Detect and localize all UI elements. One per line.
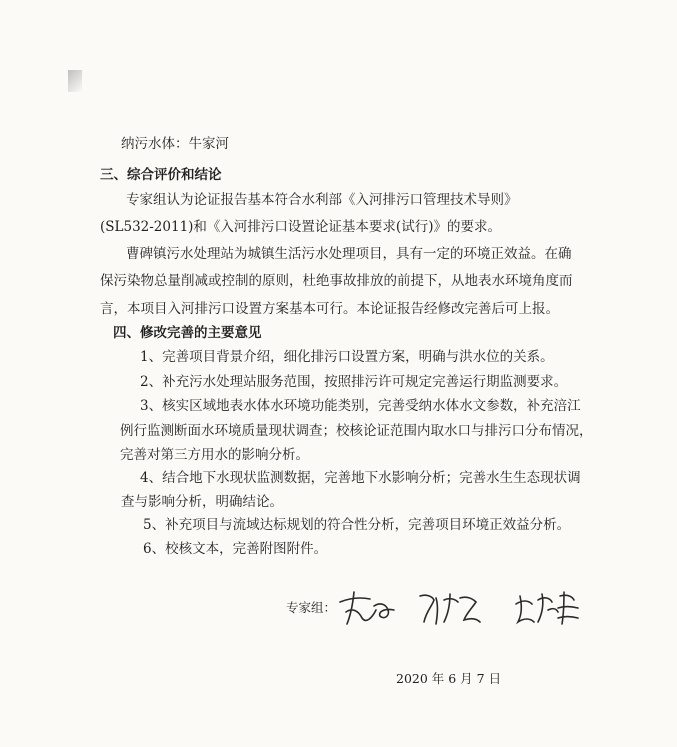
item-3-line2: 例行监测断面水环境质量现状调查；校核论证范围内取水口与排污口分布情况， bbox=[120, 423, 593, 439]
signature-3 bbox=[512, 588, 582, 628]
para1-line2: (SL532-2011)和《入河排污口设置论证基本要求(试行)》的要求。 bbox=[100, 219, 501, 235]
receiving-water-line: 纳污水体：牛家河 bbox=[121, 136, 229, 152]
signature-2 bbox=[414, 588, 484, 628]
signature-label: 专家组： bbox=[286, 600, 337, 615]
item-4-line2: 查与影响分析，明确结论。 bbox=[121, 494, 283, 510]
para2-line1: 曹碑镇污水处理站为城镇生活污水处理项目，具有一定的环境正效益。在确 bbox=[126, 246, 572, 262]
document-date: 2020 年 6 月 7 日 bbox=[396, 671, 502, 686]
item-5: 5、补充项目与流域达标规划的符合性分析，完善项目环境正效益分析。 bbox=[143, 517, 571, 533]
item-3-line3: 完善对第三方用水的影响分析。 bbox=[120, 447, 309, 463]
item-1: 1、完善项目背景介绍，细化排污口设置方案，明确与洪水位的关系。 bbox=[140, 349, 554, 365]
item-4-line1: 4、结合地下水现状监测数据，完善地下水影响分析；完善水生生态现状调 bbox=[140, 470, 581, 486]
section-3-title: 三、综合评价和结论 bbox=[100, 167, 222, 183]
signature-1 bbox=[336, 588, 398, 628]
para2-line2: 保污染物总量削减或控制的原则，杜绝事故排放的前提下，从地表水环境角度而 bbox=[100, 273, 573, 289]
scan-edge-shadow bbox=[68, 70, 82, 92]
item-2: 2、补充污水处理站服务范围，按照排污许可规定完善运行期监测要求。 bbox=[140, 374, 568, 390]
para1-line1: 专家组认为论证报告基本符合水利部《入河排污口管理技术导则》 bbox=[126, 192, 518, 208]
item-6: 6、校核文本，完善附图附件。 bbox=[143, 541, 328, 557]
signature-block bbox=[286, 588, 606, 632]
item-3-line1: 3、核实区域地表水体水环境功能类别，完善受纳水体水文参数，补充涪江 bbox=[140, 398, 581, 414]
para2-line3: 言，本项目入河排污口设置方案基本可行。本论证报告经修改完善后可上报。 bbox=[100, 301, 559, 317]
section-4-title: 四、修改完善的主要意见 bbox=[113, 325, 262, 341]
